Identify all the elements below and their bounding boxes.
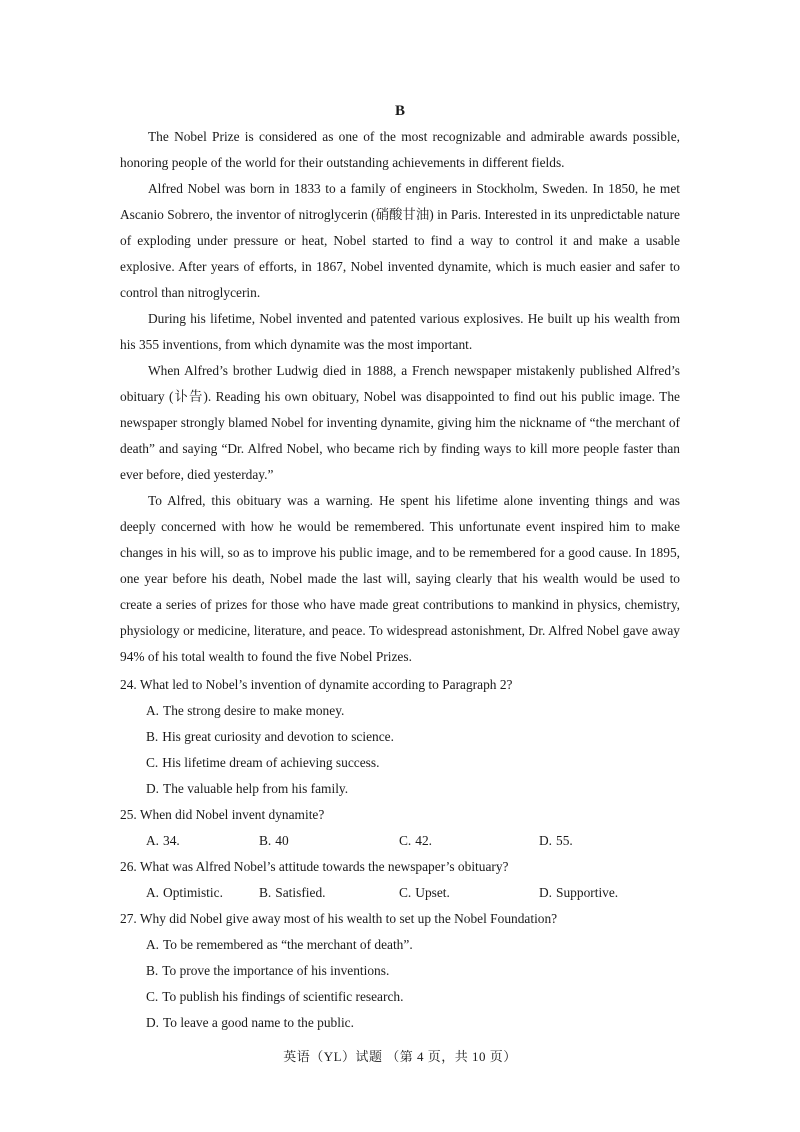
- option-c: [399, 880, 539, 906]
- passage-paragraph-5: To Alfred, this obituary was a warning. He spent his lifetime alone inventing things and was deeply concerned with how he would be remembered. This unfortunate event inspired him to make changes in his will, so as to improve his public image, and to be remembered for a good cause. In 1895, one year before his death, Nobel made the last will, saying clearly that his wealth would be used to create a series of prizes for those who have made great contributions to mankind in physics, chemistry, physiology or medicine, literature, and peace. To widespread astonishment, Dr. Alfred Nobel gave away 94% of his total wealth to found the five Nobel Prizes.: [120, 493, 680, 664]
- option-d: [539, 880, 618, 906]
- option-letter: A.: [146, 937, 160, 952]
- option-text: The valuable help from his family.: [163, 781, 349, 796]
- passage-paragraph-1: The Nobel Prize is considered as one of the most recognizable and admirable awards possible, honoring people of the world for their outstanding achievements in different fields.: [120, 129, 680, 170]
- option-text: Satisfied.: [275, 885, 326, 900]
- option-a: [146, 698, 680, 724]
- option-text: His lifetime dream of achieving success.: [162, 755, 380, 770]
- option-text: To be remembered as “the merchant of death”.: [163, 937, 413, 952]
- option-text: 55.: [556, 833, 573, 848]
- option-letter: D.: [539, 833, 553, 848]
- option-text: 34.: [163, 833, 180, 848]
- option-d: [539, 828, 573, 854]
- option-text: 42.: [415, 833, 433, 848]
- option-c: [399, 828, 539, 854]
- question-text: When did Nobel invent dynamite?: [139, 807, 325, 822]
- option-letter: A.: [146, 833, 160, 848]
- answer-options: [120, 698, 680, 802]
- question-list: [120, 672, 680, 1036]
- option-letter: A.: [146, 885, 160, 900]
- question-stem: [120, 854, 680, 880]
- passage-paragraph-2: Alfred Nobel was born in 1833 to a family of engineers in Stockholm, Sweden. In 1850, he met Ascanio Sobrero, the inventor of nitroglycerin (硝酸甘油) in Paris. Interested in its unpredictable nature of exploding under pressure or heat, Nobel started to find a way to control it and make a usable explosive. After years of efforts, in 1867, Nobel invented dynamite, which is much easier and safer to control than nitroglycerin.: [120, 181, 680, 300]
- option-c: [146, 750, 680, 776]
- option-c: [146, 984, 680, 1010]
- option-letter: B.: [259, 833, 272, 848]
- question-text: What was Alfred Nobel’s attitude towards the newspaper’s obituary?: [139, 859, 509, 874]
- option-letter: B.: [146, 963, 159, 978]
- question-number: 27.: [120, 911, 137, 926]
- question-number: 24.: [120, 677, 137, 692]
- option-b: [259, 880, 399, 906]
- option-text: To leave a good name to the public.: [163, 1015, 354, 1030]
- section-heading: B: [394, 103, 405, 119]
- option-text: Supportive.: [556, 885, 619, 900]
- option-letter: C.: [399, 833, 412, 848]
- question-24: [120, 672, 680, 802]
- option-a: [146, 828, 259, 854]
- answer-options: [120, 932, 680, 1036]
- option-text: To publish his findings of scientific research.: [162, 989, 404, 1004]
- option-b: [259, 828, 399, 854]
- option-text: Optimistic.: [163, 885, 223, 900]
- option-text: 40: [275, 833, 289, 848]
- option-text: His great curiosity and devotion to science.: [162, 729, 394, 744]
- option-text: To prove the importance of his inventions.: [162, 963, 390, 978]
- question-text: Why did Nobel give away most of his wealth to set up the Nobel Foundation?: [139, 911, 558, 926]
- option-letter: B.: [259, 885, 272, 900]
- question-26: [120, 854, 680, 906]
- option-d: [146, 776, 680, 802]
- option-letter: D.: [146, 781, 160, 796]
- question-number: 25.: [120, 807, 137, 822]
- page-footer: 英语（YL）试题 （第 4 页，共 10 页）: [283, 1049, 517, 1064]
- option-b: [146, 958, 680, 984]
- question-stem: [120, 906, 680, 932]
- option-a: [146, 880, 259, 906]
- option-a: [146, 932, 680, 958]
- answer-options: [120, 828, 680, 854]
- question-stem: [120, 802, 680, 828]
- option-text: Upset.: [415, 885, 450, 900]
- option-d: [146, 1010, 680, 1036]
- question-25: [120, 802, 680, 854]
- option-text: The strong desire to make money.: [163, 703, 345, 718]
- option-letter: C.: [146, 989, 159, 1004]
- option-letter: D.: [146, 1015, 160, 1030]
- question-stem: [120, 672, 680, 698]
- question-27: [120, 906, 680, 1036]
- option-letter: C.: [399, 885, 412, 900]
- option-letter: A.: [146, 703, 160, 718]
- option-letter: B.: [146, 729, 159, 744]
- passage-paragraph-3: During his lifetime, Nobel invented and patented various explosives. He built up his wealth from his 355 inventions, from which dynamite was the most important.: [120, 311, 680, 352]
- question-text: What led to Nobel’s invention of dynamite according to Paragraph 2?: [139, 677, 513, 692]
- answer-options: [120, 880, 680, 906]
- option-letter: D.: [539, 885, 553, 900]
- option-letter: C.: [146, 755, 159, 770]
- passage-paragraph-4: When Alfred’s brother Ludwig died in 1888, a French newspaper mistakenly published Alfred’s obituary (讣告). Reading his own obituary, Nobel was disappointed to find out his public image. The newspaper strongly blamed Nobel for inventing dynamite, giving him the nickname of “the merchant of death” and saying “Dr. Alfred Nobel, who became rich by finding ways to kill more people faster than ever before, died yesterday.”: [120, 363, 680, 482]
- question-number: 26.: [120, 859, 137, 874]
- option-b: [146, 724, 680, 750]
- reading-passage: [120, 124, 680, 670]
